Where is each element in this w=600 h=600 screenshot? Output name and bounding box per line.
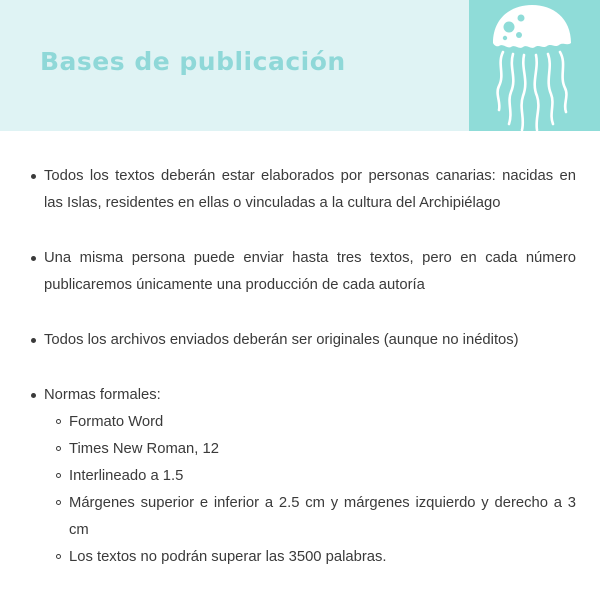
sub-list-item: Formato Word bbox=[69, 409, 576, 436]
list-item: Una misma persona puede enviar hasta tres textos, pero en cada número publicaremos únicamente una producción de cada autoría bbox=[44, 245, 576, 299]
list-item: Todos los textos deberán estar elaborados por personas canarias: nacidas en las Islas, residentes en ellas o vinculadas a la cultura del Archipiélago bbox=[44, 163, 576, 217]
sub-list-item: Los textos no podrán superar las 3500 palabras. bbox=[69, 544, 576, 571]
formal-rules-item bbox=[44, 382, 576, 571]
formal-rules-label: Normas formales: bbox=[44, 387, 161, 403]
sub-list-item: Márgenes superior e inferior a 2.5 cm y márgenes izquierdo y derecho a 3 cm bbox=[69, 490, 576, 544]
list-item: Todos los archivos enviados deberán ser originales (aunque no inéditos) bbox=[44, 327, 576, 354]
sub-list-item: Interlineado a 1.5 bbox=[69, 463, 576, 490]
logo-panel bbox=[469, 0, 600, 131]
sub-list-item: Times New Roman, 12 bbox=[69, 436, 576, 463]
content bbox=[0, 131, 600, 600]
jellyfish-icon bbox=[469, 0, 600, 131]
page-title: Bases de publicación bbox=[40, 47, 346, 76]
formal-rules-sublist bbox=[44, 409, 576, 571]
header-banner bbox=[0, 0, 600, 131]
